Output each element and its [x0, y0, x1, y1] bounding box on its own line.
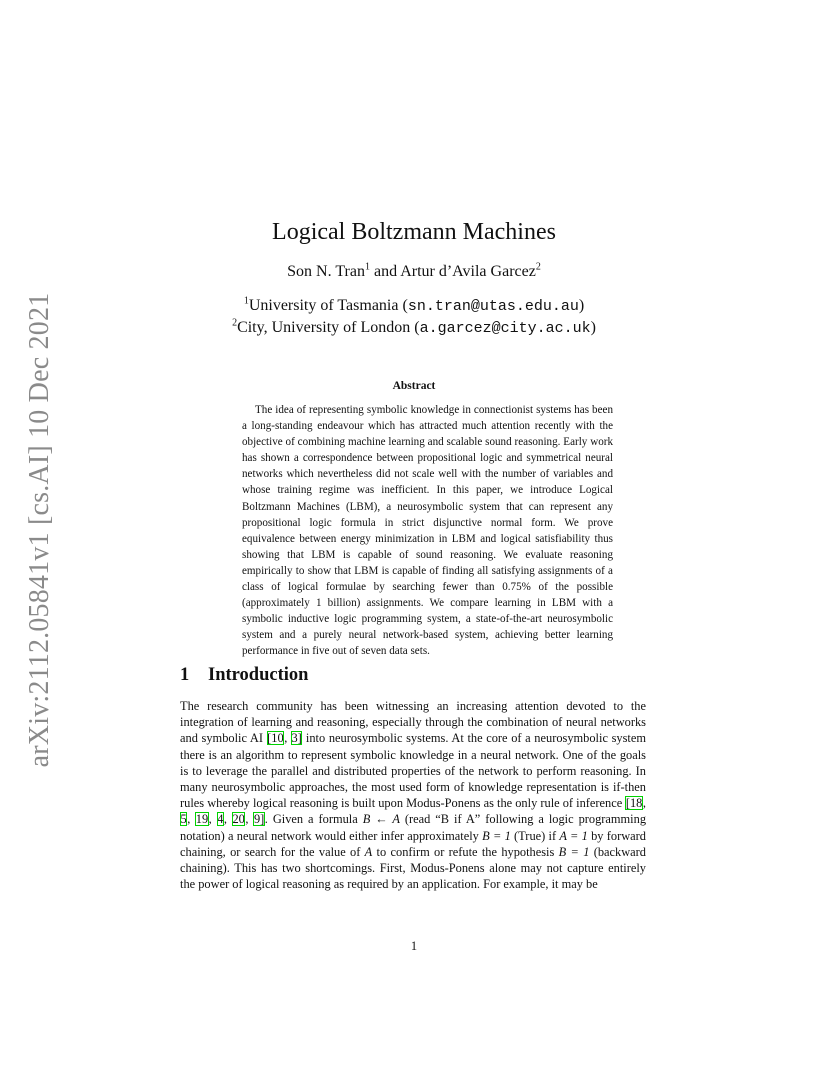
intro-text: The research community has been witnessing an increasing attention devoted to the integration of learning and reasoning, especially through the combination of neural networks and symbolic AI [180, 699, 646, 746]
author-name: Artur d’Avila Garcez [400, 263, 536, 280]
affiliation-email: a.garcez@city.ac.uk [419, 320, 591, 337]
citation-link[interactable]: 19 [195, 812, 209, 827]
affiliation-close: ) [590, 319, 596, 336]
intro-text: into neurosymbolic systems. At the core of a neurosymbolic system there is an algorithm to represent symbolic knowledge in a neural network. One of the goals is to leverage the parallel and distributed properties of the network to perform reasoning. In many neurosymbolic approaches, the most used form of knowledge representation is if-then rules whereby logical reasoning is built upon Modus-Ponens as the only rule of inference [180, 731, 647, 811]
intro-text: to confirm or refute the hypothesis [372, 844, 559, 859]
citation-link[interactable]: 3] [291, 731, 302, 746]
intro-text: (True) if [510, 828, 560, 843]
author-line [0, 261, 828, 283]
affiliation-institution: City, University of London ( [237, 319, 420, 336]
section-heading [180, 663, 308, 687]
section-number: 1 [180, 665, 190, 685]
affiliation-mark: 2 [232, 317, 238, 329]
intro-text: . Given a formula [264, 812, 363, 827]
citation-link[interactable]: [18 [625, 796, 643, 811]
intro-paragraph: The research community has been witnessing an increasing attention devoted to the integration of learning and reasoning, especially through the combination of neural networks and symbolic AI [10, 3] into neurosymbolic systems. At the core of a neurosymbolic system there is an algorithm to represent symbolic knowledge in a neural network. One of the goals is to leverage the parallel and distributed properties of the network to perform reasoning. In many neurosymbolic approaches, the most used form of knowledge representation is if-then rules whereby logical reasoning is built upon Modus-Ponens as the only rule of inference [18, 5, 19, 4, 20, 9]. Given a formula B ← A (read “B if A” following a logic programming notation) a neural network would either infer approximately B = 1 (True) if A = 1 by forward chaining, or search for the value of A to confirm or refute the hypothesis B = 1 (backward chaining). This has two shortcomings. First, Modus-Ponens alone may not capture entirely the power of logical reasoning as required by an application. For example, it may be [180, 699, 647, 892]
affiliation-mark: 1 [364, 261, 370, 273]
abstract-text: The idea of representing symbolic knowledge in connectionist systems has been a long-standing endeavour which has attracted much attention recently with the objective of combining machine learning and scalable sound reasoning. Early work has shown a correspondence between propositional logic and symmetrical neural networks which nevertheless did not scale well with the number of variables and whose training regime was inefficient. In this paper, we introduce Logical Boltzmann Machines (LBM), a neurosymbolic system that can represent any propositional logic formula in strict disjunctive normal form. We prove equivalence between energy minimization in LBM and logical satisfiability thus showing that LBM is capable of sound reasoning. We evaluate reasoning empirically to show that LBM is capable of finding all satisfying assignments of a class of logical formulae by searching fewer than 0.75% of the possible (approximately 1 billion) assignments. We compare learning in LBM with a symbolic inductive logic programming system, a state-of-the-art neurosymbolic system and a purely neural network-based system, achieving better learning performance in five out of seven data sets. [242, 404, 613, 658]
author-conjunction: and [369, 263, 401, 280]
section-title: Introduction [208, 665, 309, 685]
arxiv-stamp: arXiv:2112.05841v1 [cs.AI] 10 Dec 2021 [24, 292, 55, 768]
math-expression: A = 1 [559, 828, 588, 843]
affiliation-close: ) [578, 297, 585, 314]
affiliation-line [0, 295, 828, 317]
affiliation-mark: 1 [243, 295, 249, 307]
page-number: 1 [410, 939, 418, 953]
affiliation-email: sn.tran@utas.edu.au [407, 298, 579, 315]
affiliation-institution: University of Tasmania ( [248, 297, 408, 314]
math-expression: A [364, 844, 373, 859]
citation-link[interactable]: 20 [232, 812, 245, 827]
math-expression: B = 1 [482, 828, 511, 843]
abstract-heading: Abstract [392, 380, 436, 392]
intro-text: (backward chaining). This has two shortcomings. First, Modus-Ponens alone may not capture entirely the power of logical reasoning as required by an application. For example, it may be [180, 844, 646, 892]
paper-title: Logical Boltzmann Machines [272, 219, 556, 245]
citation-link[interactable]: 5 [180, 812, 187, 827]
citation-link[interactable]: 4 [217, 812, 224, 827]
citation-link[interactable]: 9] [253, 812, 265, 827]
author-name: Son N. Tran [287, 263, 365, 280]
citation-link[interactable]: [10 [267, 731, 284, 746]
math-expression: B = 1 [558, 844, 590, 859]
intro-text: by forward chaining, or search for the value of [180, 828, 646, 859]
affiliations [0, 295, 828, 339]
affiliation-line [0, 317, 828, 339]
affiliation-mark: 2 [535, 261, 541, 273]
intro-text: (read “B if A” following a logic programming notation) a neural network would either infer approximately [180, 812, 647, 843]
math-expression: B ← A [362, 812, 400, 827]
